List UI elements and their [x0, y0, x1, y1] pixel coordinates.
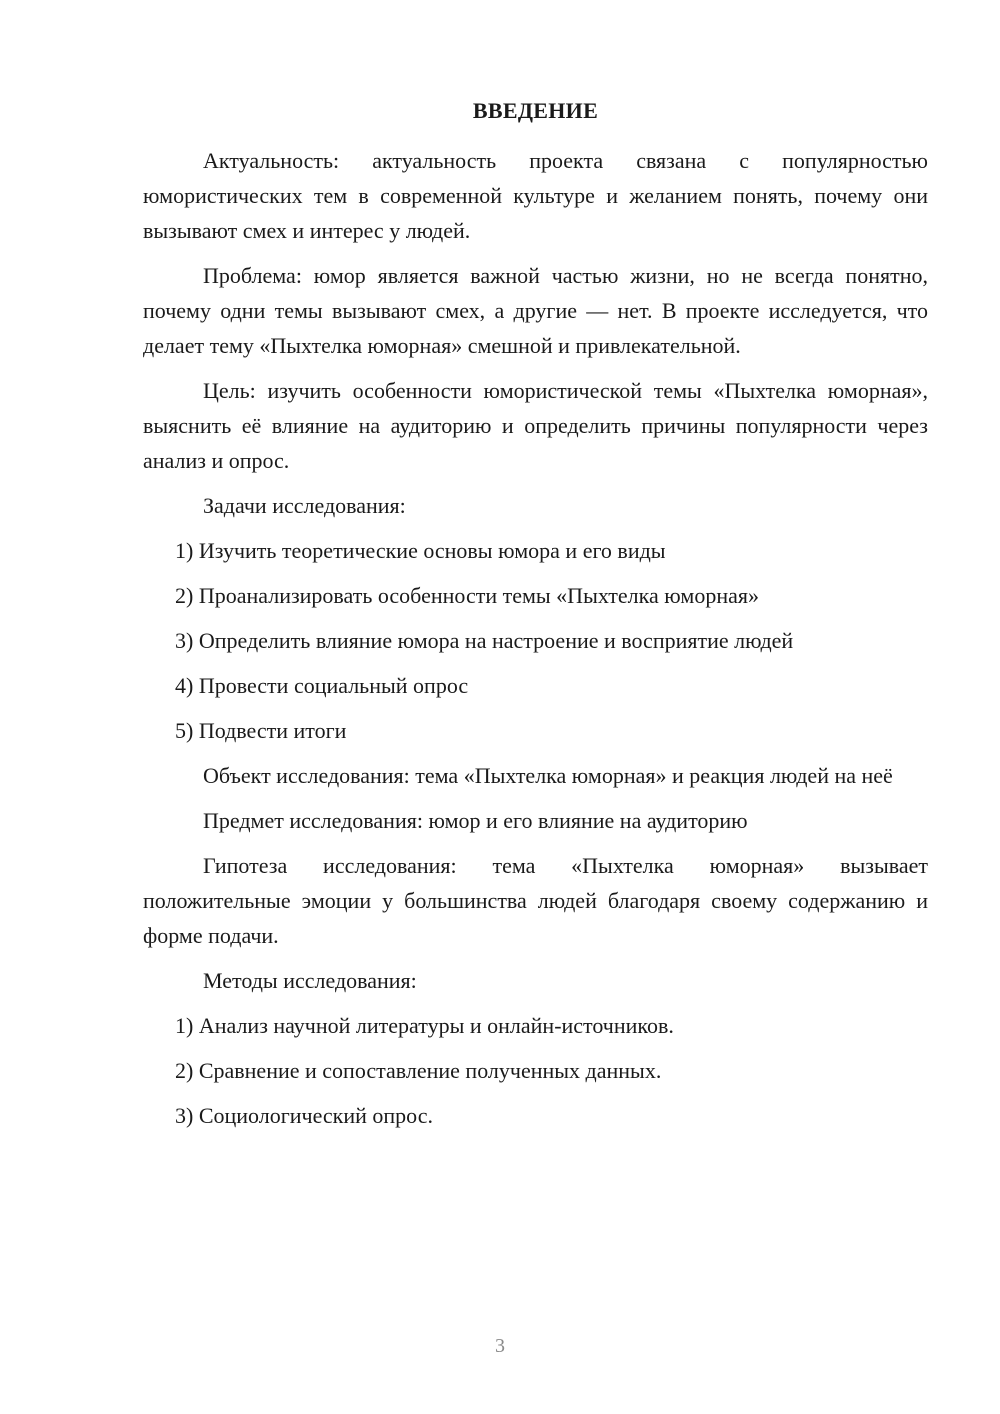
introduction-body — [143, 143, 928, 1133]
method-item-3: 3) Социологический опрос. — [175, 1103, 433, 1128]
methods-heading: Методы исследования: — [203, 968, 417, 993]
hypothesis-paragraph: Гипотеза исследования: тема «Пыхтелка юморная» вызывает положительные эмоции у большинства людей благодаря своему содержанию и форме подачи. — [143, 853, 928, 948]
task-item-4: 4) Провести социальный опрос — [175, 673, 469, 698]
task-item-5: 5) Подвести итоги — [175, 718, 347, 743]
subject-paragraph: Предмет исследования: юмор и его влияние на аудиторию — [203, 808, 748, 833]
task-item-2: 2) Проанализировать особенности темы «Пыхтелка юморная» — [175, 583, 759, 608]
tasks-list — [143, 533, 928, 748]
method-item-2: 2) Сравнение и сопоставление полученных данных. — [175, 1058, 662, 1083]
section-title: ВВЕДЕНИЕ — [472, 98, 599, 123]
tasks-heading: Задачи исследования: — [203, 493, 406, 518]
methods-list — [143, 1008, 928, 1133]
object-paragraph: Объект исследования: тема «Пыхтелка юморная» и реакция людей на неё — [203, 763, 893, 788]
relevance-paragraph: Актуальность: актуальность проекта связана с популярностью юмористических тем в современной культуре и желанием понять, почему они вызывают смех и интерес у людей. — [143, 148, 928, 243]
task-item-1: 1) Изучить теоретические основы юмора и его виды — [175, 538, 666, 563]
task-item-3: 3) Определить влияние юмора на настроение и восприятие людей — [175, 628, 794, 653]
method-item-1: 1) Анализ научной литературы и онлайн-источников. — [175, 1013, 674, 1038]
page-number: 3 — [495, 1335, 505, 1357]
problem-paragraph: Проблема: юмор является важной частью жизни, но не всегда понятно, почему одни темы вызывают смех, а другие — нет. В проекте исследуется, что делает тему «Пыхтелка юморная» смешной и привлекательной. — [143, 263, 928, 358]
goal-paragraph: Цель: изучить особенности юмористической темы «Пыхтелка юморная», выяснить её влияние на аудиторию и определить причины популярности через анализ и опрос. — [143, 378, 928, 473]
